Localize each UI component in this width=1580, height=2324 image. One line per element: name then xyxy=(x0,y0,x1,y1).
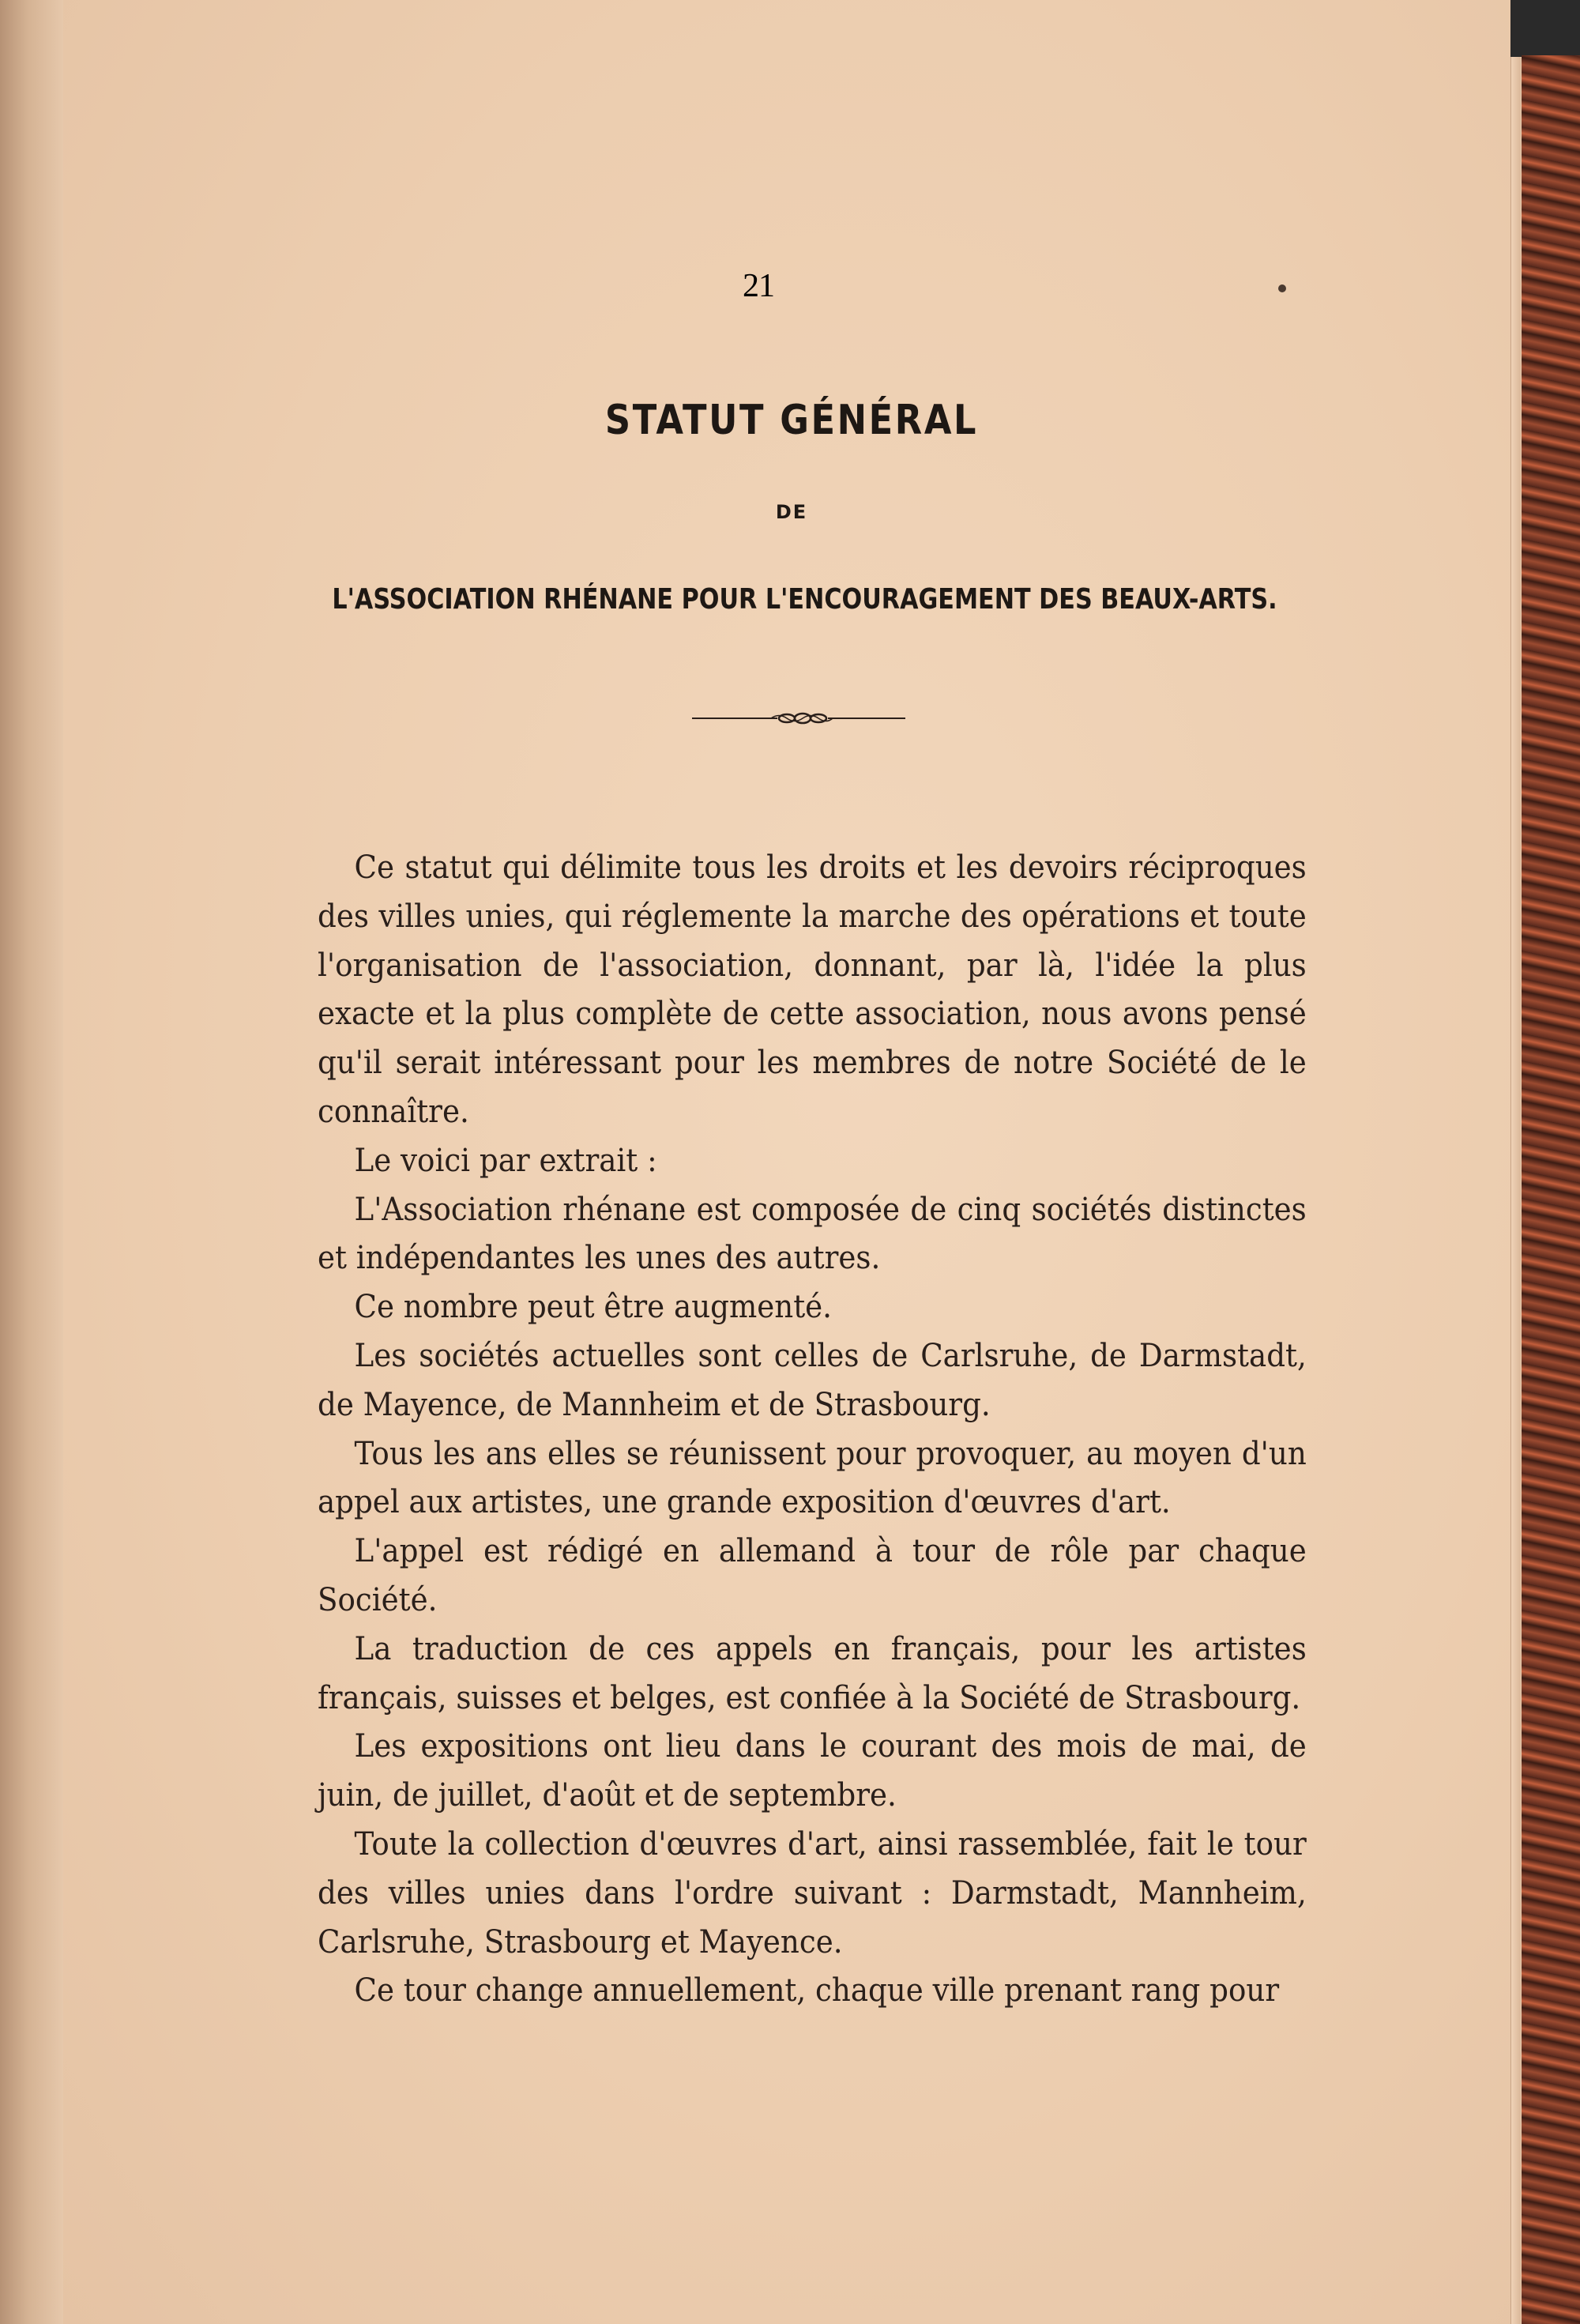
book-gutter xyxy=(0,0,63,2324)
page-title: STATUT GÉNÉRAL xyxy=(604,397,979,444)
cover-corner xyxy=(1510,0,1580,57)
page-subtitle: L'ASSOCIATION RHÉNANE POUR L'ENCOURAGEMENT DES BEAUX-ARTS. xyxy=(332,583,1277,616)
paragraph: Ce statut qui délimite tous les droits et les devoirs réciproques des villes unies, qui réglemente la marche des opérations et toute l'organisation de l'association, donnant, par là, l'idée la plus exacte et la plus complète de cette association, nous avons pensé qu'il serait intéressant pour les membres de notre Société de le connaître. xyxy=(318,849,1307,1130)
paragraph: Toute la collection d'œuvres d'art, ainsi rassemblée, fait le tour des villes unies dans l'ordre suivant : Darmstadt, Mannheim, Carlsruhe, Strasbourg et Mayence. xyxy=(318,1825,1307,1961)
body-text xyxy=(318,844,1307,2016)
paragraph: Les sociétés actuelles sont celles de Carlsruhe, de Darmstadt, de Mayence, de Mannheim et de Strasbourg. xyxy=(318,1337,1307,1423)
book-page xyxy=(63,0,1510,2324)
paragraph: L'Association rhénane est composée de cinq sociétés distinctes et indépendantes les unes des autres. xyxy=(318,1191,1307,1277)
ink-speck xyxy=(1278,284,1286,292)
page-edges xyxy=(1510,55,1521,2324)
marbled-cover xyxy=(1522,55,1580,2324)
paragraph: Ce tour change annuellement, chaque ville prenant rang pour xyxy=(354,1972,1280,2009)
paragraph: La traduction de ces appels en français, pour les artistes français, suisses et belges, est confiée à la Société de Strasbourg. xyxy=(318,1630,1307,1716)
decorative-rule-icon xyxy=(692,706,905,730)
paragraph: Tous les ans elles se réunissent pour provoquer, au moyen d'un appel aux artistes, une grande exposition d'œuvres d'art. xyxy=(318,1435,1307,1521)
paragraph: L'appel est rédigé en allemand à tour de rôle par chaque Société. xyxy=(318,1533,1307,1618)
page-number: 21 xyxy=(743,268,774,304)
paragraph: Les expositions ont lieu dans le courant des mois de mai, de juin, de juillet, d'août et de septembre. xyxy=(318,1728,1307,1814)
paragraph: Ce nombre peut être augmenté. xyxy=(354,1289,832,1326)
paragraph: Le voici par extrait : xyxy=(354,1142,657,1179)
title-connector: DE xyxy=(775,501,808,523)
